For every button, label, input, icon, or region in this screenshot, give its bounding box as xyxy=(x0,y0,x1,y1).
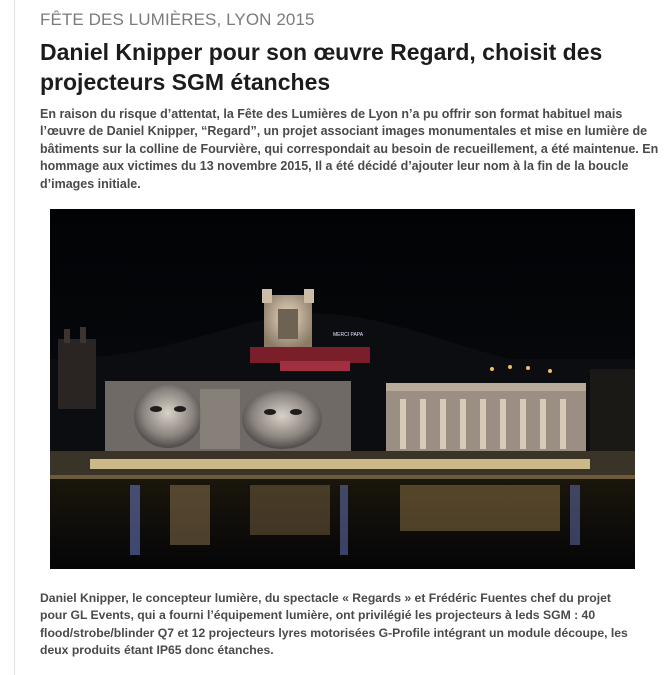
night-projection-photo xyxy=(50,209,635,569)
article-headline: Daniel Knipper pour son œuvre Regard, choisit des projecteurs SGM étanches xyxy=(40,39,603,95)
article-kicker: FÊTE DES LUMIÈRES, LYON 2015 xyxy=(40,10,315,29)
article-photo xyxy=(50,209,635,569)
palace-facade-right xyxy=(386,383,586,451)
photo-caption: Daniel Knipper, le concepteur lumière, du spectacle « Regards » et Frédéric Fuentes chef du projet pour GL Events, qui a fourni l’équipement lumière, ont privilégié les projecteurs à leds SGM : 40 flood/strobe/blinder Q7 et 12 projecteurs lyres motorisées G-Profile intégrant un module découpe, les deux produits étant IP65 donc étanches. xyxy=(40,591,628,658)
article-lead: En raison du risque d’attentat, la Fête des Lumières de Lyon n’a pu offrir son format habituel mais l’œuvre de Daniel Knipper, “Regard”, un projet associant images monumentales et mise en lumière de bâtiments sur la colline de Fourvière, qui correspondait au besoin de recueillement, a été maintenue. En hommage aux victimes du 13 novembre 2015, Il a été décidé d’ajouter leur nom à la fin de la boucle d’images initiale. xyxy=(40,107,659,191)
left-border-rule xyxy=(14,0,15,675)
illuminated-sign: MERCI PAPA xyxy=(333,332,364,338)
projection-facade-left xyxy=(105,381,351,451)
